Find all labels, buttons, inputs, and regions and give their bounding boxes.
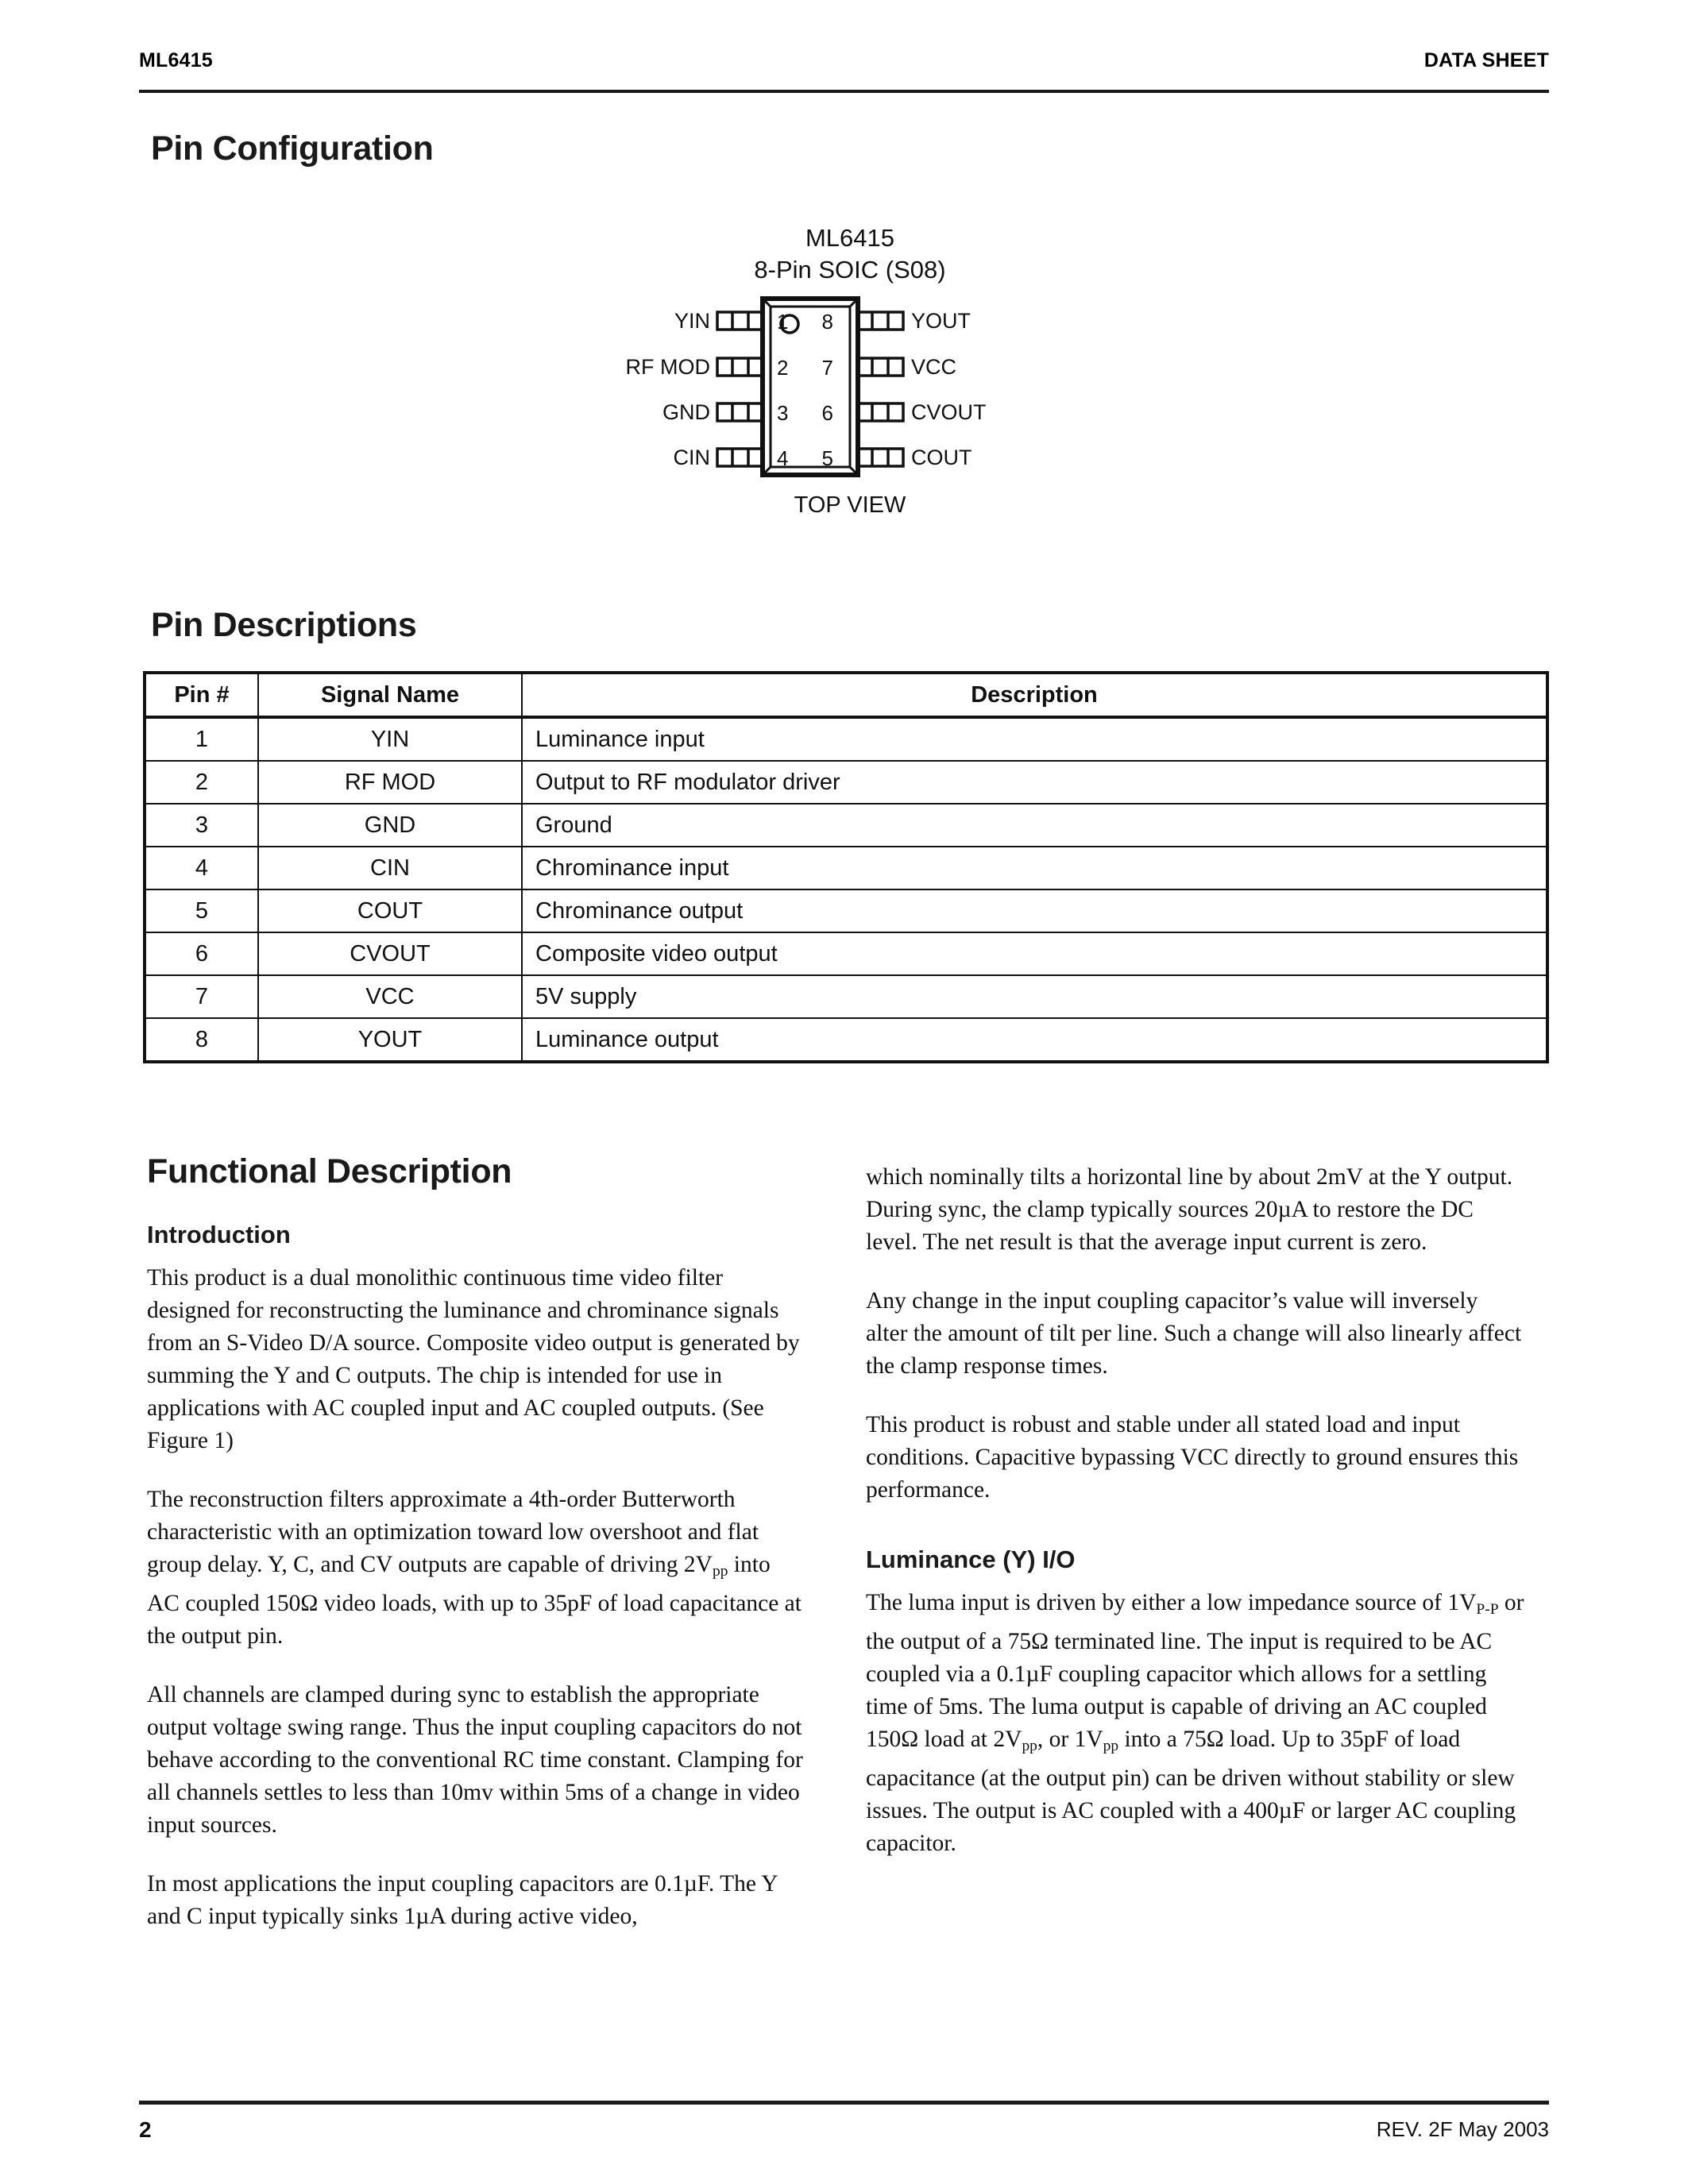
soic-package-drawing [604, 292, 1096, 483]
table-row [145, 717, 1547, 761]
pin-number-5: 5 [821, 446, 833, 470]
table-row [145, 847, 1547, 889]
pin-label-cvout: CVOUT [911, 400, 987, 424]
pin-label-gnd: GND [662, 400, 710, 424]
column-header-signal: Signal Name [258, 673, 522, 717]
table-header-row [145, 673, 1547, 717]
paragraph: This product is robust and stable under all stated load and input conditions. Capacitive bypassing VCC directly to ground ensures this performance. [866, 1412, 1519, 1503]
page-footer [139, 2117, 1549, 2143]
table-row [145, 932, 1547, 975]
diagram-title-line1: ML6415 [805, 224, 895, 252]
header-part-number: ML6415 [139, 49, 213, 71]
header-doc-type: DATA SHEET [1423, 49, 1549, 71]
body-column-right [866, 1161, 1525, 1860]
paragraph: The luma input is driven by either a low impedance source of $1V_{P-P}$ or the output of a 75Ω terminated line. The input is required to be AC coupled via a 0.1µF coupling capacitor which allows for a settling time of 5ms. The luma output is capable of driving an AC coupled 150Ω load at $2V_{pp}$, or $1V_{pp}$ into a 75Ω load. Up to 35pF of load capacitance (at the output pin) can be driven without stability or slew issues. The output is AC coupled with a 400µF or larger AC coupling capacitor. [866, 1590, 1524, 1856]
pin-number-1: 1 [777, 310, 789, 334]
cell-description: 5V supply [522, 975, 1547, 1018]
cell-signal: YIN [258, 717, 522, 761]
left-leads [717, 312, 763, 466]
cell-pin: 1 [145, 717, 258, 761]
paragraph: which nominally tilts a horizontal line by about 2mV at the Y output. During sync, the clamp typically sources 20µA to restore the DC level. The net result is that the average input current is zero. [866, 1164, 1513, 1255]
page-number: 2 [139, 2117, 152, 2142]
cell-pin: 4 [145, 847, 258, 889]
diagram-title [604, 222, 1096, 286]
cell-pin: 6 [145, 932, 258, 975]
luminance-io-heading: Luminance (Y) I/O [866, 1545, 1076, 1573]
cell-description: Ground [522, 804, 1547, 847]
cell-description: Chrominance input [522, 847, 1547, 889]
pin-number-4: 4 [777, 446, 789, 470]
pin-label-yout: YOUT [911, 309, 971, 333]
introduction-heading: Introduction [147, 1221, 291, 1248]
lead-6 [857, 403, 903, 421]
diagram-view-label: TOP VIEW [794, 492, 906, 518]
lead-5 [857, 449, 903, 466]
cell-pin: 5 [145, 889, 258, 932]
pin-configuration-diagram [604, 222, 1096, 524]
table-row [145, 761, 1547, 804]
right-leads [857, 312, 903, 466]
paragraph: In most applications the input coupling capacitors are 0.1µF. The Y and C input typically sinks 1µA during active video, [147, 1870, 778, 1929]
pin-number-3: 3 [777, 401, 789, 425]
cell-pin: 2 [145, 761, 258, 804]
pin-number-6: 6 [821, 401, 833, 425]
table-body [145, 717, 1547, 1062]
cell-signal: RF MOD [258, 761, 522, 804]
cell-pin: 8 [145, 1018, 258, 1062]
column-header-pin: Pin # [145, 673, 258, 717]
table-row [145, 804, 1547, 847]
pin-label-vcc: VCC [911, 355, 957, 379]
cell-description: Chrominance output [522, 889, 1547, 932]
cell-signal: VCC [258, 975, 522, 1018]
cell-description: Composite video output [522, 932, 1547, 975]
cell-signal: YOUT [258, 1018, 522, 1062]
diagram-title-line2: 8-Pin SOIC (S08) [754, 256, 946, 284]
footer-divider [139, 2101, 1549, 2105]
body-column-left [147, 1152, 806, 1933]
pin-label-cin: CIN [673, 446, 710, 469]
cell-description: Output to RF modulator driver [522, 761, 1547, 804]
table-row [145, 1018, 1547, 1062]
paragraph: Any change in the input coupling capacitor’s value will inversely alter the amount of tilt per line. Such a change will also linearly affect the clamp response times. [866, 1288, 1522, 1379]
pin-number-2: 2 [777, 356, 789, 380]
pin-configuration-heading: Pin Configuration [151, 129, 434, 168]
pin-number-7: 7 [821, 356, 833, 380]
lead-2 [717, 358, 763, 376]
pin-descriptions-table [143, 671, 1549, 1063]
cell-description: Luminance input [522, 717, 1547, 761]
lead-4 [717, 449, 763, 466]
paragraph: All channels are clamped during sync to establish the appropriate output voltage swing range. Thus the input coupling capacitors do not behave according to the conventional RC time constant. Clamping for all channels settles to less than 10mv within 5ms of a change in video input sources. [147, 1681, 803, 1838]
cell-signal: CIN [258, 847, 522, 889]
table-row [145, 889, 1547, 932]
pin-descriptions-heading: Pin Descriptions [151, 606, 417, 644]
paragraph: This product is a dual monolithic continuous time video filter designed for reconstructing the luminance and chrominance signals from an S-Video D/A source. Composite video output is generated by summing the Y and C outputs. The chip is intended for use in applications with AC coupled input and AC coupled outputs. (See Figure 1) [147, 1265, 800, 1453]
cell-pin: 3 [145, 804, 258, 847]
pin-number-8: 8 [821, 310, 833, 334]
lead-1 [717, 312, 763, 330]
pin-label-rf-mod: RF MOD [625, 355, 710, 379]
functional-description-heading: Functional Description [147, 1152, 512, 1190]
cell-signal: CVOUT [258, 932, 522, 975]
paragraph: The reconstruction filters approximate a 4th-order Butterworth characteristic with an optimization toward low overshoot and flat group delay. Y, C, and CV outputs are capable of driving $2V_{pp}$ into AC coupled 150Ω video loads, with up to 35pF of load capacitance at the output pin. [147, 1487, 802, 1649]
cell-signal: COUT [258, 889, 522, 932]
page-header [139, 49, 1549, 72]
lead-8 [857, 312, 903, 330]
column-header-description: Description [522, 673, 1547, 717]
lead-3 [717, 403, 763, 421]
cell-description: Luminance output [522, 1018, 1547, 1062]
pin-label-yin: YIN [674, 309, 710, 333]
cell-pin: 7 [145, 975, 258, 1018]
header-divider [139, 90, 1549, 93]
cell-signal: GND [258, 804, 522, 847]
table-row [145, 975, 1547, 1018]
lead-7 [857, 358, 903, 376]
pin-label-cout: COUT [911, 446, 972, 469]
revision-label: REV. 2F May 2003 [1376, 2117, 1549, 2141]
